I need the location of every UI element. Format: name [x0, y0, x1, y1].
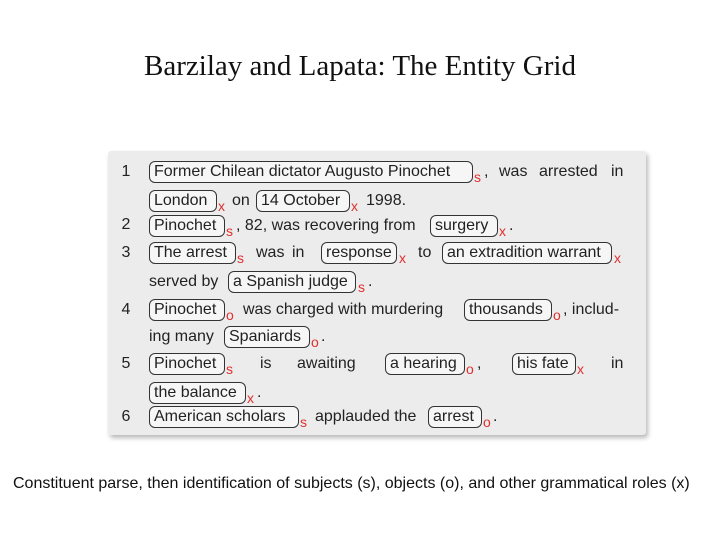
entity-box: a hearing — [385, 353, 465, 375]
entity-box: response — [321, 242, 397, 264]
role-label: s — [226, 361, 233, 377]
role-label: s — [474, 169, 481, 185]
sentence-text: . — [321, 328, 326, 345]
entity-box: a Spanish judge — [228, 271, 356, 293]
role-label: x — [351, 198, 358, 214]
entity-box: an extradition warrant — [442, 242, 612, 264]
entity-box: arrest — [428, 406, 482, 428]
sentence-text: . — [257, 384, 262, 401]
slide-title: Barzilay and Lapata: The Entity Grid — [144, 50, 576, 82]
line-number: 3 — [121, 244, 131, 261]
sentence-text: is — [260, 355, 272, 372]
line-number: 1 — [121, 163, 131, 180]
entity-box: Pinochet — [149, 299, 225, 321]
entity-box: Spaniards — [224, 326, 310, 348]
sentence-text: , — [484, 163, 489, 180]
sentence-text: awaiting — [297, 355, 356, 372]
role-label: x — [499, 223, 506, 239]
role-label: s — [300, 414, 307, 430]
sentence-text: 1998. — [366, 192, 407, 209]
role-label: s — [237, 250, 244, 266]
sentence-text: . — [368, 273, 373, 290]
entity-box: London — [149, 190, 217, 212]
line-number: 6 — [121, 408, 131, 425]
role-label: s — [226, 223, 233, 239]
entity-box: Pinochet — [149, 215, 225, 237]
role-label: o — [226, 307, 234, 323]
entity-box: Pinochet — [149, 353, 225, 375]
line-number: 4 — [121, 301, 131, 318]
line-number: 5 — [121, 355, 131, 372]
entity-box: thousands — [464, 299, 552, 321]
line-number: 2 — [121, 216, 131, 233]
role-label: s — [358, 279, 365, 295]
sentence-text: served by — [149, 273, 219, 290]
sentence-text: was — [499, 163, 528, 180]
entity-box: his fate — [512, 353, 576, 375]
sentence-text: in — [292, 244, 305, 261]
sentence-text: arrested — [539, 163, 598, 180]
role-label: o — [466, 361, 474, 377]
entity-box: The arrest — [149, 242, 236, 264]
slide-caption: Constituent parse, then identification of subjects (s), objects (o), and other grammatical roles (x) — [13, 475, 690, 492]
sentence-text: in — [611, 163, 624, 180]
sentence-text: to — [418, 244, 432, 261]
entity-box: the balance — [149, 382, 246, 404]
entity-box: American scholars — [149, 406, 299, 428]
entity-box: Former Chilean dictator Augusto Pinochet — [149, 161, 473, 183]
sentence-text: , includ- — [563, 301, 620, 318]
role-label: x — [399, 250, 406, 266]
sentence-text: in — [611, 355, 624, 372]
role-label: x — [247, 390, 254, 406]
sentence-text: was — [256, 244, 285, 261]
sentence-text: ing many — [149, 328, 214, 345]
role-label: o — [311, 334, 319, 350]
role-label: x — [577, 361, 584, 377]
sentence-text: . — [509, 217, 514, 234]
entity-box: 14 October — [256, 190, 350, 212]
role-label: o — [483, 414, 491, 430]
role-label: x — [614, 250, 621, 266]
role-label: o — [553, 307, 561, 323]
sentence-text: was charged with murdering — [243, 301, 444, 318]
role-label: x — [218, 198, 225, 214]
entity-box: surgery — [430, 215, 498, 237]
entity-grid-figure — [108, 151, 646, 435]
sentence-text: , — [477, 355, 482, 372]
sentence-text: applauded the — [315, 408, 417, 425]
sentence-text: , 82, was recovering from — [236, 217, 416, 234]
sentence-text: on — [232, 192, 250, 209]
sentence-text: . — [493, 408, 498, 425]
